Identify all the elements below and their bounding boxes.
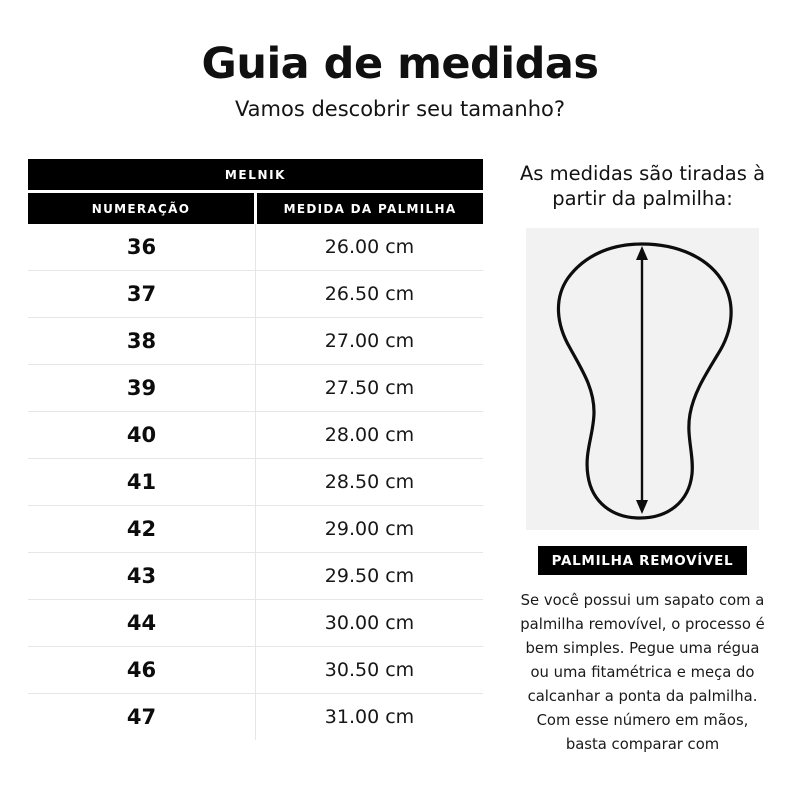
- removable-insole-badge: PALMILHA REMOVÍVEL: [538, 546, 748, 575]
- cell-size: 39: [28, 365, 256, 412]
- insole-illustration-box: [526, 228, 759, 530]
- brand-header: MELNIK: [28, 159, 483, 192]
- table-row: [28, 271, 483, 318]
- cell-measure: 27.00 cm: [256, 318, 484, 365]
- page-subtitle: Vamos descobrir seu tamanho?: [234, 97, 566, 122]
- page-content: [0, 121, 800, 756]
- table-row: [28, 647, 483, 694]
- cell-size: 43: [28, 553, 256, 600]
- size-table: [28, 159, 483, 740]
- table-row: [28, 600, 483, 647]
- insole-outline-icon: [526, 228, 759, 530]
- table-row: [28, 224, 483, 271]
- cell-measure: 27.50 cm: [256, 365, 484, 412]
- table-row: [28, 553, 483, 600]
- table-column-header-row: [28, 192, 483, 225]
- column-header-numeracao: NUMERAÇÃO: [28, 192, 256, 225]
- size-table-body: [28, 224, 483, 740]
- cell-size: 40: [28, 412, 256, 459]
- cell-measure: 26.00 cm: [256, 224, 484, 271]
- cell-size: 38: [28, 318, 256, 365]
- cell-measure: 30.00 cm: [256, 600, 484, 647]
- table-row: [28, 318, 483, 365]
- cell-measure: 31.00 cm: [256, 694, 484, 741]
- cell-size: 47: [28, 694, 256, 741]
- cell-size: 46: [28, 647, 256, 694]
- table-row: [28, 365, 483, 412]
- size-table-head: [28, 159, 483, 224]
- cell-size: 44: [28, 600, 256, 647]
- cell-size: 41: [28, 459, 256, 506]
- cell-size: 42: [28, 506, 256, 553]
- instructions-panel: [497, 159, 772, 756]
- cell-measure: 29.00 cm: [256, 506, 484, 553]
- size-table-container: [28, 159, 483, 740]
- page-header: [0, 0, 800, 121]
- cell-measure: 30.50 cm: [256, 647, 484, 694]
- cell-measure: 29.50 cm: [256, 553, 484, 600]
- cell-measure: 26.50 cm: [256, 271, 484, 318]
- cell-size: 36: [28, 224, 256, 271]
- table-row: [28, 459, 483, 506]
- table-row: [28, 412, 483, 459]
- cell-measure: 28.50 cm: [256, 459, 484, 506]
- cell-measure: 28.00 cm: [256, 412, 484, 459]
- column-header-medida: MEDIDA DA PALMILHA: [256, 192, 484, 225]
- table-brand-row: [28, 159, 483, 192]
- instructions-description: Se você possui um sapato com a palmilha removível, o processo é bem simples. Pegue uma régua ou uma fitamétrica e meça do calcanhar a ponta da palmilha. Com esse número em mãos, basta comparar com: [520, 591, 765, 753]
- table-row: [28, 694, 483, 741]
- page-title: Guia de medidas: [201, 39, 599, 89]
- cell-size: 37: [28, 271, 256, 318]
- instructions-heading: As medidas são tiradas à partir da palmilha:: [519, 162, 766, 211]
- table-row: [28, 506, 483, 553]
